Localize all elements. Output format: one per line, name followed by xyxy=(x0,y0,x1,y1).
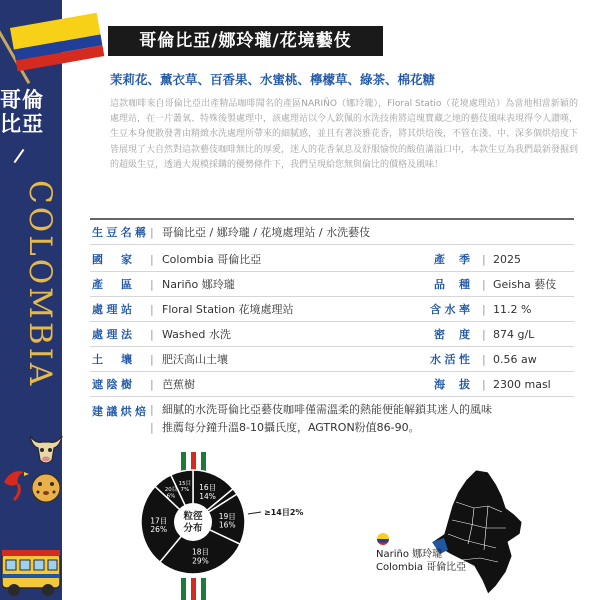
pie-title-line1: 粒徑 xyxy=(183,511,203,522)
spec-row-roast xyxy=(90,399,574,441)
spec-value: 芭蕉樹 xyxy=(162,378,195,391)
spec-separator: | xyxy=(150,353,154,366)
spec-label: 水活性 xyxy=(430,353,470,366)
pie-slice-label: 20目 6% xyxy=(164,487,178,500)
bird-icon xyxy=(0,462,30,502)
spec-separator: | xyxy=(150,226,154,239)
spec-separator: | xyxy=(150,303,154,316)
spec-separator: | xyxy=(482,253,486,266)
pie-title-line2: 分布 xyxy=(183,523,203,534)
spec-separator: | xyxy=(482,378,486,391)
map-legend xyxy=(376,548,466,574)
roast-line-2: 推薦每分鐘升溫8-10攝氏度，AGTRON粉值86-90。 xyxy=(162,421,420,434)
flavor-notes: 茉莉花、薰衣草、百香果、水蜜桃、檸檬草、綠茶、棉花糖 xyxy=(110,72,436,87)
pie-slice-label: 18目 29% xyxy=(191,547,210,566)
spec-separator: | xyxy=(150,253,154,266)
banner-divider xyxy=(14,149,25,163)
spec-value: 2300 masl xyxy=(493,378,551,391)
bull-icon xyxy=(26,428,66,468)
table-row xyxy=(90,322,574,347)
spec-separator: | xyxy=(150,328,154,341)
spec-label: 處理法 xyxy=(92,328,132,341)
spec-value: 2025 xyxy=(493,253,521,266)
spec-label: 產季 xyxy=(434,253,470,266)
banner-chinese-title: 哥倫 比亞 xyxy=(0,88,44,136)
spec-separator: | xyxy=(482,278,486,291)
map-legend-line2: Colombia 哥倫比亞 xyxy=(376,562,467,573)
spec-value: 哥倫比亞 / 娜玲瓏 / 花境處理站 / 水洗藝伎 xyxy=(162,226,371,239)
colombia-map xyxy=(356,462,546,600)
spec-separator: | xyxy=(150,378,154,391)
spec-value: Nariño 娜玲瓏 xyxy=(162,278,235,291)
pie-callout-line xyxy=(248,512,261,514)
spec-label: 土壤 xyxy=(92,353,132,366)
left-banner xyxy=(0,0,62,600)
spec-value: 874 g/L xyxy=(493,328,535,341)
spec-label: 遮陰樹 xyxy=(92,378,132,391)
spec-value: Geisha 藝伎 xyxy=(493,278,557,291)
table-row xyxy=(90,297,574,322)
spec-value: 肥沃高山土壤 xyxy=(162,353,228,366)
spec-separator: | xyxy=(482,353,486,366)
screen-size-chart xyxy=(136,452,306,600)
ribbon-stripe xyxy=(196,578,201,600)
page-title: 哥倫比亞/娜玲瓏/花境藝伎 xyxy=(108,26,383,56)
spec-value: Floral Station 花境處理站 xyxy=(162,303,294,316)
spec-separator: | xyxy=(150,278,154,291)
spec-row-name xyxy=(90,220,574,245)
pie-callout: ≥14目2% xyxy=(264,508,304,517)
spec-label: 品種 xyxy=(434,278,470,291)
spec-label: 海拔 xyxy=(434,378,470,391)
spec-value: Washed 水洗 xyxy=(162,328,231,341)
pie-hole xyxy=(174,503,212,541)
bus-icon xyxy=(0,544,64,600)
spec-value: 0.56 aw xyxy=(493,353,537,366)
spec-separator: | | xyxy=(150,403,154,434)
table-row xyxy=(90,272,574,297)
spec-value: Colombia 哥倫比亞 xyxy=(162,253,262,266)
roast-recommendation xyxy=(162,401,492,434)
table-row xyxy=(90,347,574,372)
pie-slice-label: 15目 7% xyxy=(178,480,192,494)
ribbon-stripe xyxy=(181,578,186,600)
spec-label: 處理站 xyxy=(92,303,132,316)
spec-label: 產區 xyxy=(92,278,132,291)
pie-slice-label: 16目 14% xyxy=(199,483,217,501)
spec-separator: | xyxy=(482,328,486,341)
spec-label: 國家 xyxy=(92,253,132,266)
spec-label: 建議烘焙 xyxy=(92,405,146,418)
map-legend-line1: Nariño 娜玲瓏 xyxy=(376,549,443,560)
pie-slice-label: 19目 16% xyxy=(218,512,236,530)
pie-svg xyxy=(136,452,306,600)
spec-value: 11.2 % xyxy=(493,303,532,316)
colombia-flag-marker-icon xyxy=(376,532,390,546)
spec-label: 密度 xyxy=(434,328,470,341)
colombia-map-shape xyxy=(432,470,522,594)
ribbon-stripe xyxy=(191,578,196,600)
intro-paragraph: 這款咖啡來自哥倫比亞出產精品咖啡聞名的產區NARIÑO（娜玲瓏），Floral Statio（花境處理站）為當地相當新穎的處理站，在一片叢氧、特殊後製處理中，該處理站以令人欽佩的水洗技術將這塊寶藏之地的藝伎風味表現得令人讚嘆，生豆本身便散發著由精緻水洗處理所帶來的細膩感，並且有著淡雅花香，將其烘焙後，不管在淺、中、深多個烘焙度下皆展現了大自然對這款藝伎咖啡無比的厚愛，迷人的花香氣息及舒服愉悅的酸值滿溢口中，本款生豆為我們最新發掘到的超級生豆，透過大規模採購的優勢條件下，我們呈現給您無與倫比的價格及風味！ xyxy=(110,99,579,170)
spec-label: 含水率 xyxy=(430,303,470,316)
spec-separator: | xyxy=(482,303,486,316)
spec-label: 生豆名稱 xyxy=(92,226,146,239)
pie-slice-label: 17目 26% xyxy=(150,516,168,535)
table-row xyxy=(90,247,574,272)
roast-line-1: 細膩的水洗哥倫比亞藝伎咖啡僅需溫柔的熱能便能解鎖其迷人的風味 xyxy=(162,403,492,416)
jaguar-icon xyxy=(28,470,64,506)
table-row xyxy=(90,372,574,397)
banner-english-title: COLOMBIA xyxy=(22,180,58,389)
ribbon-stripe xyxy=(186,578,191,600)
ribbon-stripe xyxy=(201,578,206,600)
